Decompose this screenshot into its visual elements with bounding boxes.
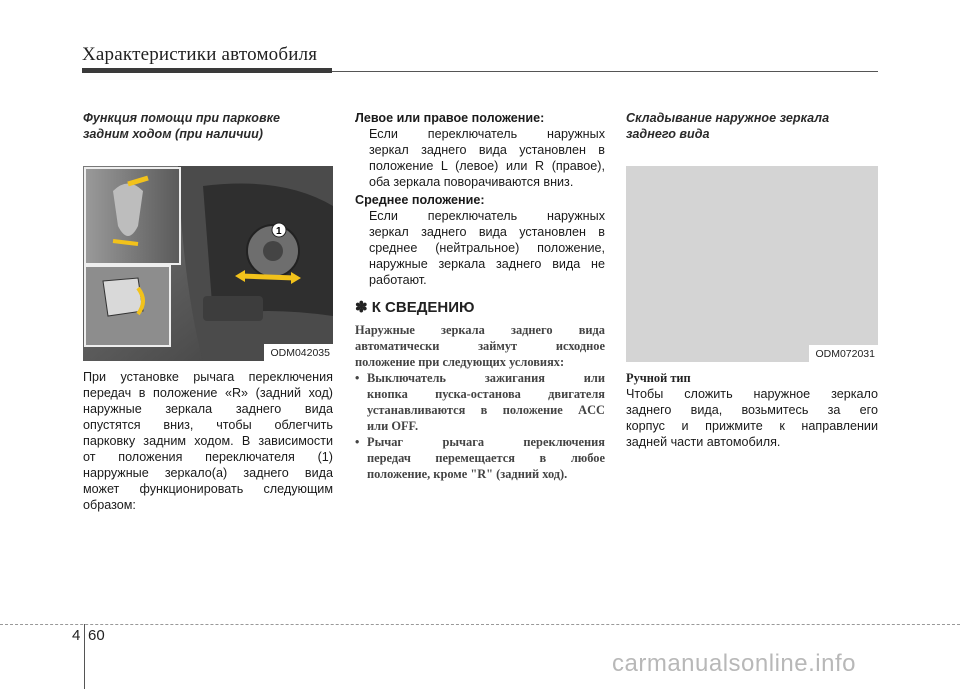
text-line: зеркал заднего вида установлен в xyxy=(369,143,605,157)
mirror-folding-image xyxy=(626,166,878,362)
text-line: задней части автомобиля. xyxy=(626,435,781,449)
image-caption: ODM072031 xyxy=(809,345,878,362)
text-line: кнопка пуска-останова двигателя xyxy=(367,387,605,401)
text-line: работают. xyxy=(369,273,427,287)
text-line: образом: xyxy=(83,498,136,512)
parking-assist-description xyxy=(83,369,333,513)
heading-line: Функция помощи при парковке xyxy=(83,111,280,125)
text-line: корпус и прижмите к направлении xyxy=(626,419,878,433)
text-line: Если переключатель наружных xyxy=(369,209,605,223)
text-line: передач в положение «R» (задний ход) xyxy=(83,386,333,400)
text-line: наружные зеркала заднего вида не xyxy=(369,257,605,271)
marker-label: 1 xyxy=(276,226,282,237)
text-line: При установке рычага переключения xyxy=(83,370,333,384)
section-heading xyxy=(626,110,878,142)
bullet-icon: • xyxy=(355,371,360,385)
text-line: Если переключатель наружных xyxy=(369,127,605,141)
text-line: парковку задним ходом. В зависимости xyxy=(83,434,333,448)
text-line: наружные зеркала заднего вида xyxy=(83,402,333,416)
page-number: 60 xyxy=(88,627,105,644)
page-header-title: Характеристики автомобиля xyxy=(82,44,318,65)
text-line: нарружные зеркало(а) заднего вида xyxy=(83,466,333,480)
text-line: от положения переключателя (1) xyxy=(83,450,333,464)
information-note-title: ✽ К СВЕДЕНИЮ xyxy=(355,299,475,316)
middle-position-text xyxy=(355,208,605,288)
mirror-folding-text xyxy=(626,386,878,450)
list-item xyxy=(355,434,605,482)
text-line: Рычаг рычага переключения xyxy=(367,435,605,449)
column-left xyxy=(83,110,333,513)
text-line: зеркал заднего вида установлен в xyxy=(369,225,605,239)
parking-assist-photo xyxy=(83,166,333,361)
information-note-text xyxy=(355,322,605,482)
text-line: Наружные зеркала заднего вида xyxy=(355,323,605,337)
heading-line: заднего вида xyxy=(626,127,710,141)
text-line: Чтобы сложить наружное зеркало xyxy=(626,387,878,401)
text-line: положение при следующих условиях: xyxy=(355,355,565,369)
manual-type-title: Ручной тип xyxy=(626,371,691,385)
text-line: устанавливаются в положение ACC xyxy=(367,403,605,417)
text-line: оба зеркала поворачиваются вниз. xyxy=(369,175,574,189)
column-right xyxy=(626,110,878,450)
text-line: опустятся вниз, чтобы облегчить xyxy=(83,418,333,432)
column-middle xyxy=(355,110,605,482)
text-line: или OFF. xyxy=(367,419,419,433)
text-line: среднее (нейтральное) положение, xyxy=(369,241,605,255)
section-number: 4 xyxy=(72,627,81,644)
list-item xyxy=(355,370,605,434)
header-bar xyxy=(82,68,332,73)
image-caption: ODM042035 xyxy=(264,344,333,361)
middle-position-title: Среднее положение: xyxy=(355,193,485,207)
footer-rule xyxy=(0,624,960,625)
section-heading xyxy=(83,110,333,142)
left-right-position-title: Левое или правое положение: xyxy=(355,111,545,125)
text-line: заднего вида, возьмитесь за его xyxy=(626,403,878,417)
parking-assist-illustration xyxy=(83,166,333,361)
text-line: положение, кроме "R" (задний ход). xyxy=(367,467,568,481)
heading-line: задним ходом (при наличии) xyxy=(83,127,263,141)
watermark: carmanualsonline.info xyxy=(612,650,856,677)
text-line: автоматически займут исходное xyxy=(355,339,605,353)
text-line: Выключатель зажигания или xyxy=(367,371,605,385)
header-rule xyxy=(332,71,878,72)
heading-line: Складывание наружное зеркала xyxy=(626,111,830,125)
text-line: передач перемещается в любое xyxy=(367,451,605,465)
footer-divider xyxy=(84,624,85,689)
left-right-position-text xyxy=(355,126,605,190)
bullet-icon: • xyxy=(355,435,360,449)
text-line: может функционировать следующим xyxy=(83,482,333,496)
text-line: положение L (левое) или R (правое), xyxy=(369,159,605,173)
